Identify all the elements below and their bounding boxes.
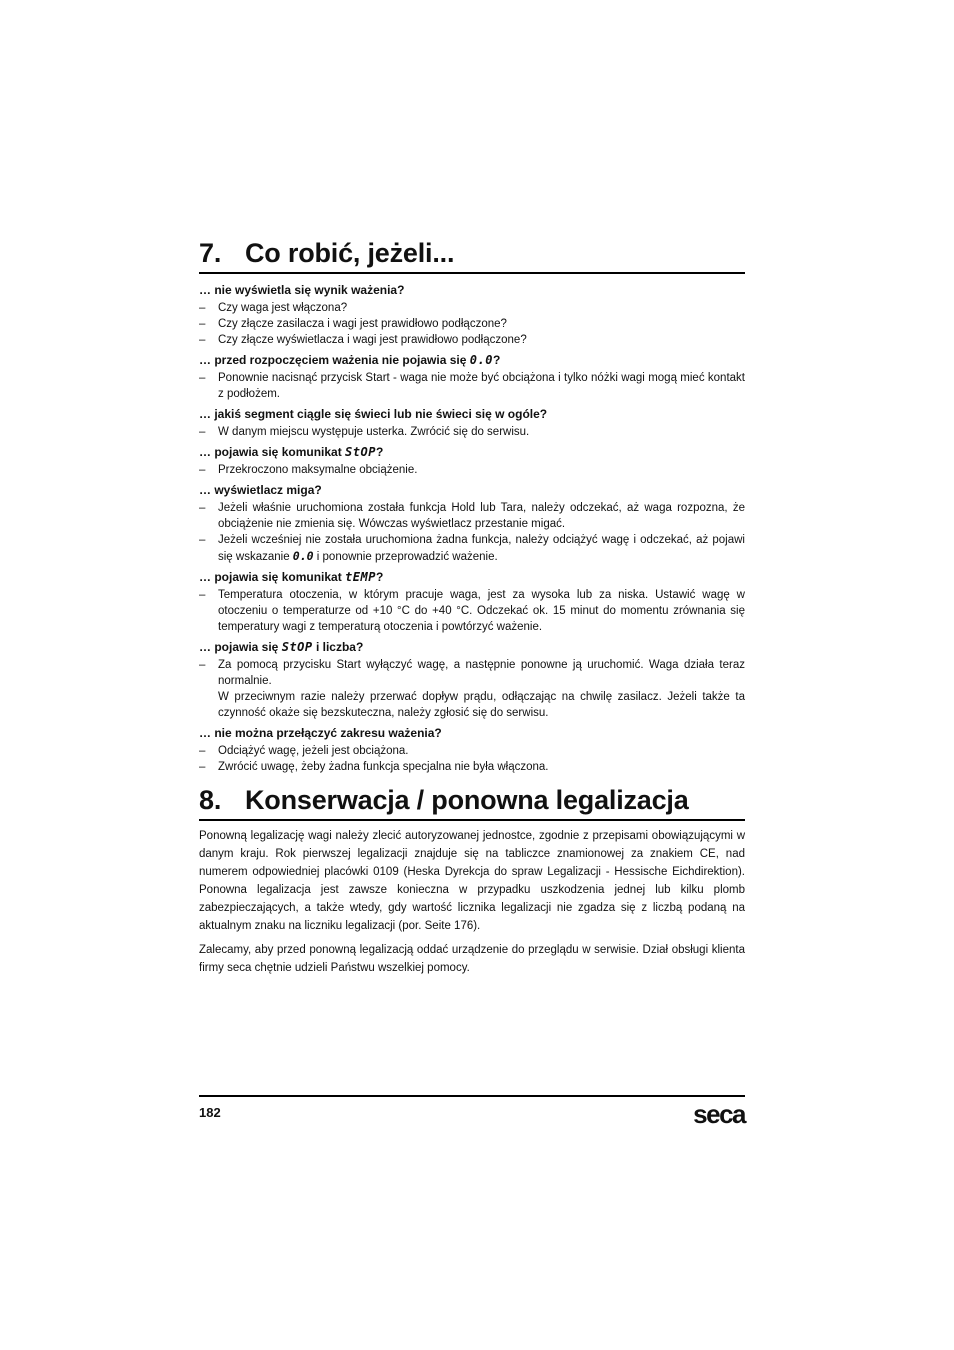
display-segment-code: StOP bbox=[281, 640, 313, 654]
faq-question: … jakiś segment ciągle się świeci lub nie świeci się w ogóle? bbox=[199, 407, 548, 421]
faq-question bbox=[199, 569, 745, 585]
seca-logo: seca bbox=[693, 1099, 745, 1129]
page-footer bbox=[199, 1095, 745, 1129]
display-segment-code: 0.0 bbox=[292, 549, 314, 563]
faq-question bbox=[199, 639, 745, 655]
section-7-heading bbox=[199, 238, 745, 274]
faq-answer: – W danym miejscu występuje usterka. Zwrócić się do serwisu. bbox=[199, 424, 745, 440]
faq-question-text: ? bbox=[375, 570, 384, 584]
display-segment-code: 0.0 bbox=[469, 353, 493, 367]
faq-question-text: … pojawia się bbox=[199, 640, 282, 654]
body-paragraph: Ponowną legalizację wagi należy zlecić autoryzowanej jednostce, zgodnie z przepisami obowiązującymi w danym kraju. Rok pierwszej legalizacji znajduje się na tabliczce znamionowej za znakiem CE, nad numerem odpowiedniej placówki 0109 (Heska Dyrekcja do spraw Legalizacji - Hessische Eichdirektion). Ponowna legalizacja jest zawsze konieczna w przypadku uszkodzenia jednej lub kilku plomb zabezpieczających, a także wtedy, gdy wartość licznika legalizacji nie zgadza się z liczbą podaną na aktualnym znaku na liczniku legalizacji (por. Seite 176). bbox=[199, 830, 745, 932]
faq-question: … nie można przełączyć zakresu ważenia? bbox=[199, 726, 442, 740]
body-paragraph: Zalecamy, aby przed ponowną legalizacją oddać urządzenie do przeglądu w serwisie. Dział obsługi klienta firmy seca chętnie udzieli Państwu wszelkiej pomocy. bbox=[199, 944, 745, 974]
faq-answer: – Czy złącze wyświetlacza i wagi jest prawidłowo podłączone? bbox=[199, 332, 745, 348]
faq-question-text: ? bbox=[492, 353, 501, 367]
page-content bbox=[199, 230, 745, 977]
section-8-heading bbox=[199, 785, 745, 821]
faq-question: … wyświetlacz miga? bbox=[199, 483, 322, 497]
faq-answer-list bbox=[199, 370, 745, 402]
faq-question bbox=[199, 444, 745, 460]
section-8-title: Konserwacja / ponowna legalizacja bbox=[245, 785, 689, 815]
faq-question-text: i liczba? bbox=[312, 640, 364, 654]
faq-answer: – Zwrócić uwagę, żeby żadna funkcja specjalna nie była włączona. bbox=[199, 759, 745, 775]
faq-answer-list bbox=[199, 743, 745, 775]
faq-answer: – Odciążyć wagę, jeżeli jest obciążona. bbox=[199, 743, 745, 759]
faq-answer bbox=[199, 657, 745, 721]
faq-question bbox=[199, 352, 745, 368]
section-8-number: 8. bbox=[199, 785, 222, 815]
faq-answer: – Przekroczono maksymalne obciążenie. bbox=[199, 462, 745, 478]
faq-question: … nie wyświetla się wynik ważenia? bbox=[199, 283, 405, 297]
faq-answer: – Temperatura otoczenia, w którym pracuje waga, jest za wysoka lub za niska. Ustawić wagę w otoczeniu o temperaturze od +10 °C do +40 °C. Odczekać ok. 15 minut do momentu zrównania się temperatury wagi z temperaturą otoczenia i powtórzyć ważenie. bbox=[199, 587, 745, 635]
faq-answer-continuation: W przeciwnym razie należy przerwać dopływ prądu, odłączając na chwilę zasilacz. Jeżeli także ta czynność okaże się bezskuteczna, należy zgłosić się do serwisu. bbox=[218, 691, 745, 719]
display-segment-code: StOP bbox=[345, 445, 376, 459]
display-segment-code: tEMP bbox=[345, 570, 376, 584]
faq-answer-list bbox=[199, 500, 745, 565]
faq-answer: – Czy waga jest włączona? bbox=[199, 300, 745, 316]
faq-question-text: ? bbox=[375, 445, 384, 459]
section-7-number: 7. bbox=[199, 238, 222, 268]
faq-answer-text: Za pomocą przycisku Start wyłączyć wagę, a następnie ponowne ją uruchomić. Waga działa teraz normalnie. bbox=[218, 659, 745, 687]
faq-answer: – Jeżeli właśnie uruchomiona została funkcja Hold lub Tara, należy odczekać, aż waga rozpozna, że obciążenie nie zmienia się. Wówczas wyświetlacz przestanie migać. bbox=[199, 500, 745, 532]
section-7-title: Co robić, jeżeli... bbox=[245, 238, 455, 268]
faq-answer: – Ponownie nacisnąć przycisk Start - waga nie może być obciążona i tylko nóżki wagi mogą mieć kontakt z podłożem. bbox=[199, 370, 745, 402]
faq-answer-text: Jeżeli wcześniej nie została uruchomiona żadna funkcja, należy odciążyć wagę i odczekać, aż pojawi się wskazanie bbox=[218, 534, 745, 563]
faq-answer-list bbox=[199, 587, 745, 635]
faq-question-text: … przed rozpoczęciem ważenia nie pojawia się bbox=[199, 353, 470, 367]
faq-answer-list bbox=[199, 462, 745, 478]
faq-answer-text: i ponownie przeprowadzić ważenie. bbox=[313, 551, 498, 563]
faq-question-text: … pojawia się komunikat bbox=[199, 570, 346, 584]
faq-answer-list bbox=[199, 424, 745, 440]
faq-answer bbox=[199, 532, 745, 565]
faq-answer-list bbox=[199, 300, 745, 348]
faq-question-text: … pojawia się komunikat bbox=[199, 445, 346, 459]
faq-answer: – Czy złącze zasilacza i wagi jest prawidłowo podłączone? bbox=[199, 316, 745, 332]
faq-answer-list bbox=[199, 657, 745, 721]
page-number: 182 bbox=[199, 1105, 221, 1120]
